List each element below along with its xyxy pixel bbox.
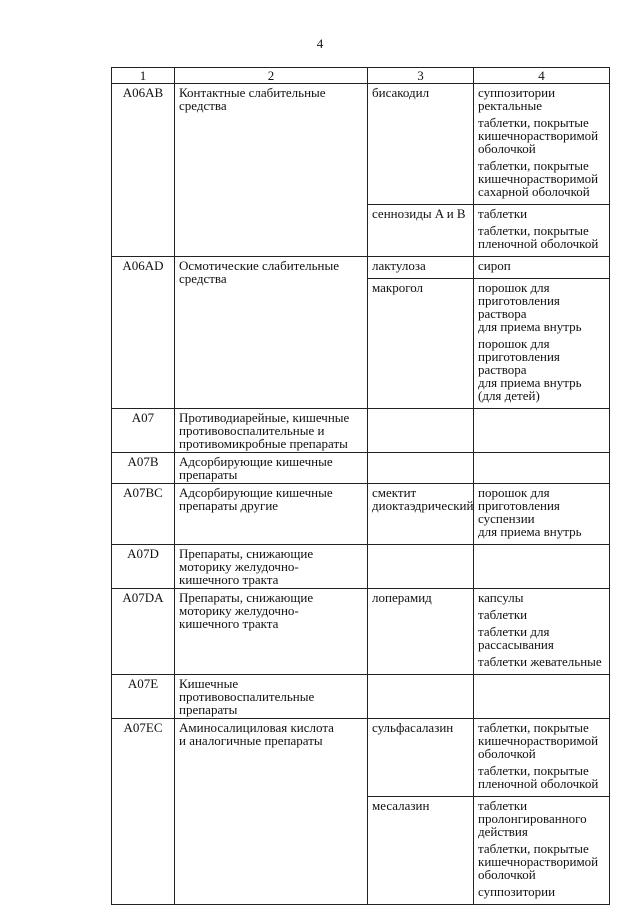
group-name-cell: Противодиарейные, кишечные противовоспалительные и противомикробные препараты bbox=[175, 409, 368, 453]
drug-name-cell bbox=[368, 453, 474, 484]
dosage-form: таблетки, покрытые кишечнорастворимой оболочкой bbox=[478, 720, 599, 761]
dosage-form: таблетки bbox=[478, 607, 528, 622]
table-row bbox=[112, 719, 610, 797]
dosage-form: сироп bbox=[478, 258, 511, 273]
group-name-cell: Адсорбирующие кишечные препараты другие bbox=[175, 484, 368, 545]
table-body bbox=[112, 84, 610, 905]
table-row bbox=[112, 453, 610, 484]
dosage-form: таблетки пролонгированного действия bbox=[478, 798, 587, 839]
header-cell: 4 bbox=[474, 68, 610, 84]
drug-name-cell bbox=[368, 409, 474, 453]
group-name-cell: Препараты, снижающие моторику желудочно- кишечного тракта bbox=[175, 589, 368, 675]
table-row bbox=[112, 675, 610, 719]
atc-code-cell: A06AB bbox=[112, 84, 175, 257]
dosage-forms-cell bbox=[474, 257, 610, 279]
dosage-form: таблетки жевательные bbox=[478, 654, 602, 669]
dosage-form: таблетки, покрытые пленочной оболочкой bbox=[478, 763, 599, 791]
dosage-forms-cell bbox=[474, 279, 610, 409]
dosage-form: порошок для приготовления раствора для приема внутрь bbox=[478, 280, 582, 334]
table-row bbox=[112, 484, 610, 545]
header-cell: 2 bbox=[175, 68, 368, 84]
table-row bbox=[112, 589, 610, 675]
dosage-form: таблетки, покрытые пленочной оболочкой bbox=[478, 223, 599, 251]
dosage-form: капсулы bbox=[478, 590, 524, 605]
drug-name-cell: лоперамид bbox=[368, 589, 474, 675]
dosage-forms-cell bbox=[474, 589, 610, 675]
dosage-forms-cell bbox=[474, 205, 610, 257]
dosage-form: суппозитории ректальные bbox=[478, 85, 556, 113]
atc-code-cell: A07EC bbox=[112, 719, 175, 905]
drug-name-cell: сульфасалазин bbox=[368, 719, 474, 797]
atc-code-cell: A07E bbox=[112, 675, 175, 719]
dosage-forms-cell bbox=[474, 484, 610, 545]
header-cell: 3 bbox=[368, 68, 474, 84]
dosage-forms-cell bbox=[474, 797, 610, 905]
drug-name-cell bbox=[368, 675, 474, 719]
table-header-row bbox=[112, 68, 610, 84]
drug-name-cell: лактулоза bbox=[368, 257, 474, 279]
atc-code-cell: A07D bbox=[112, 545, 175, 589]
dosage-forms-cell bbox=[474, 409, 610, 453]
table-row bbox=[112, 84, 610, 205]
page-number: 4 bbox=[316, 36, 324, 51]
dosage-forms-cell bbox=[474, 719, 610, 797]
drug-name-cell: макрогол bbox=[368, 279, 474, 409]
dosage-forms-cell bbox=[474, 675, 610, 719]
dosage-form: таблетки для рассасывания bbox=[478, 624, 554, 652]
drug-name-cell: смектит диоктаэдрический bbox=[368, 484, 474, 545]
group-name-cell: Контактные слабительные средства bbox=[175, 84, 368, 257]
drug-name-cell: бисакодил bbox=[368, 84, 474, 205]
dosage-forms-cell bbox=[474, 545, 610, 589]
atc-code-cell: A07B bbox=[112, 453, 175, 484]
dosage-forms-cell bbox=[474, 84, 610, 205]
header-cell: 1 bbox=[112, 68, 175, 84]
dosage-form: таблетки, покрытые кишечнорастворимой оболочкой bbox=[478, 841, 599, 882]
dosage-form: таблетки bbox=[478, 206, 528, 221]
group-name-cell: Адсорбирующие кишечные препараты bbox=[175, 453, 368, 484]
table-row bbox=[112, 257, 610, 279]
dosage-forms-cell bbox=[474, 453, 610, 484]
table-row bbox=[112, 545, 610, 589]
group-name-cell: Кишечные противовоспалительные препараты bbox=[175, 675, 368, 719]
dosage-form: суппозитории bbox=[478, 884, 556, 899]
drug-name-cell: сеннозиды A и B bbox=[368, 205, 474, 257]
group-name-cell: Осмотические слабительные средства bbox=[175, 257, 368, 409]
atc-code-cell: A06AD bbox=[112, 257, 175, 409]
dosage-form: таблетки, покрытые кишечнорастворимой оболочкой bbox=[478, 115, 599, 156]
table-row bbox=[112, 409, 610, 453]
dosage-form: порошок для приготовления суспензии для приема внутрь bbox=[478, 485, 582, 539]
group-name-cell: Препараты, снижающие моторику желудочно- кишечного тракта bbox=[175, 545, 368, 589]
atc-code-cell: A07DA bbox=[112, 589, 175, 675]
drug-name-cell: месалазин bbox=[368, 797, 474, 905]
group-name-cell: Аминосалициловая кислота и аналогичные препараты bbox=[175, 719, 368, 905]
dosage-form: порошок для приготовления раствора для приема внутрь (для детей) bbox=[478, 336, 582, 403]
dosage-form: таблетки, покрытые кишечнорастворимой сахарной оболочкой bbox=[478, 158, 599, 199]
drug-name-cell bbox=[368, 545, 474, 589]
atc-code-cell: A07BC bbox=[112, 484, 175, 545]
drug-table bbox=[111, 67, 610, 905]
atc-code-cell: A07 bbox=[112, 409, 175, 453]
